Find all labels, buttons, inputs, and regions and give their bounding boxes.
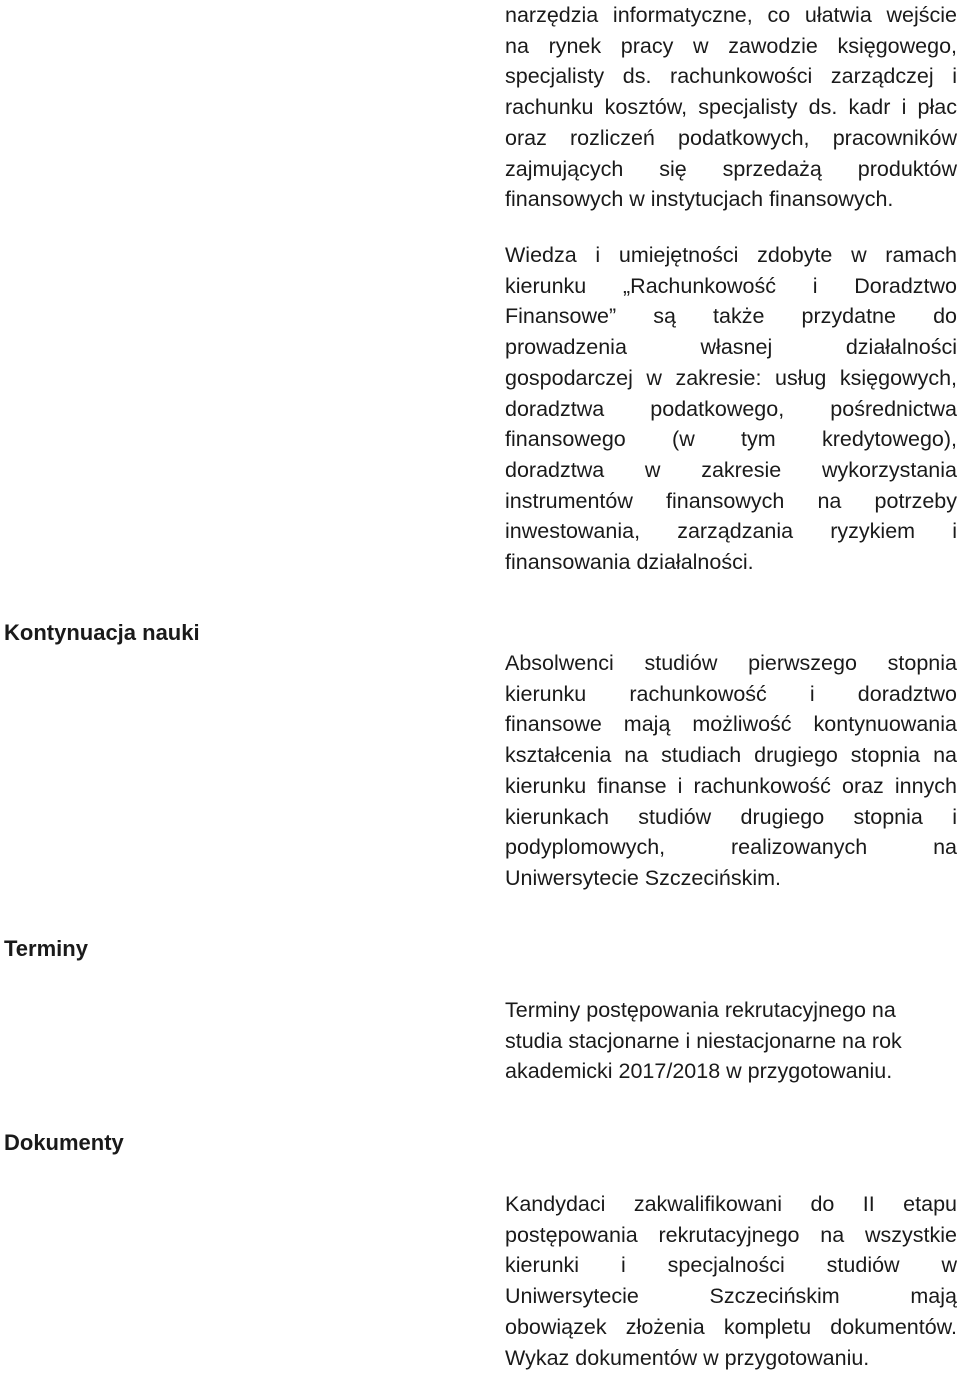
text-line: finansowych w instytucjach finansowych. [505,187,894,212]
text-line: zajmujących się sprzedażą produktów [505,156,957,181]
heading-continuation: Kontynuacja nauki [4,620,200,645]
text-line: doradztwa w zakresie wykorzystania [505,457,957,482]
text-line: na rynek pracy w zawodzie księgowego, [505,33,957,58]
dates-paragraph [505,995,957,1087]
continuation-paragraph [505,648,957,894]
text-line: Wykaz dokumentów w przygotowaniu. [505,1345,870,1370]
text-line: kształcenia na studiach drugiego stopnia na [505,743,957,768]
text-line: specjalisty ds. rachunkowości zarządczej i [505,64,957,89]
text-line: Absolwenci studiów pierwszego stopnia [505,651,957,675]
heading-documents: Dokumenty [4,1130,124,1155]
text-line: studia stacjonarne i niestacjonarne na rok [505,1028,902,1053]
text-line: Wiedza i umiejętności zdobyte w ramach [505,243,957,267]
text-line: narzędzia informatyczne, co ułatwia wejście [505,3,957,27]
text-line: oraz rozliczeń podatkowych, pracowników [505,125,957,150]
text-line: doradztwa podatkowego, pośrednictwa [505,396,957,421]
text-line: kierunku finanse i rachunkowość oraz innych [505,773,957,798]
text-line: kierunku „Rachunkowość i Doradztwo [505,273,957,298]
career-paragraph-end [505,0,957,215]
text-line: Kandydaci zakwalifikowani do II etapu [505,1192,957,1216]
text-line: Finansowe” są także przydatne do [505,304,957,329]
text-line: prowadzenia własnej działalności [505,335,957,360]
text-line: gospodarczej w zakresie: usług księgowych, [505,365,957,390]
text-line: kierunkach studiów drugiego stopnia i [505,804,957,829]
text-line: inwestowania, zarządzania ryzykiem i [505,519,957,544]
text-line: Uniwersytecie Szczecińskim mają [505,1284,957,1309]
text-line: Terminy postępowania rekrutacyjnego na [505,998,896,1022]
documents-paragraph [505,1189,957,1373]
text-line: kierunki i specjalności studiów w [505,1253,957,1278]
text-line: finansowego (w tym kredytowego), [505,427,957,452]
text-line: akademicki 2017/2018 w przygotowaniu. [505,1059,893,1084]
skills-paragraph [505,240,957,578]
text-line: instrumentów finansowych na potrzeby [505,488,957,513]
text-line: finansowania działalności. [505,550,754,575]
text-line: finansowe mają możliwość kontynuowania [505,712,957,737]
text-line: Uniwersytecie Szczecińskim. [505,865,781,890]
text-line: rachunku kosztów, specjalisty ds. kadr i płac [505,95,957,120]
text-line: podyplomowych, realizowanych na [505,835,957,860]
text-line: kierunku rachunkowość i doradztwo [505,681,957,706]
text-line: postępowania rekrutacyjnego na wszystkie [505,1222,957,1247]
heading-dates: Terminy [4,936,88,961]
text-line: obowiązek złożenia kompletu dokumentów. [505,1314,957,1339]
